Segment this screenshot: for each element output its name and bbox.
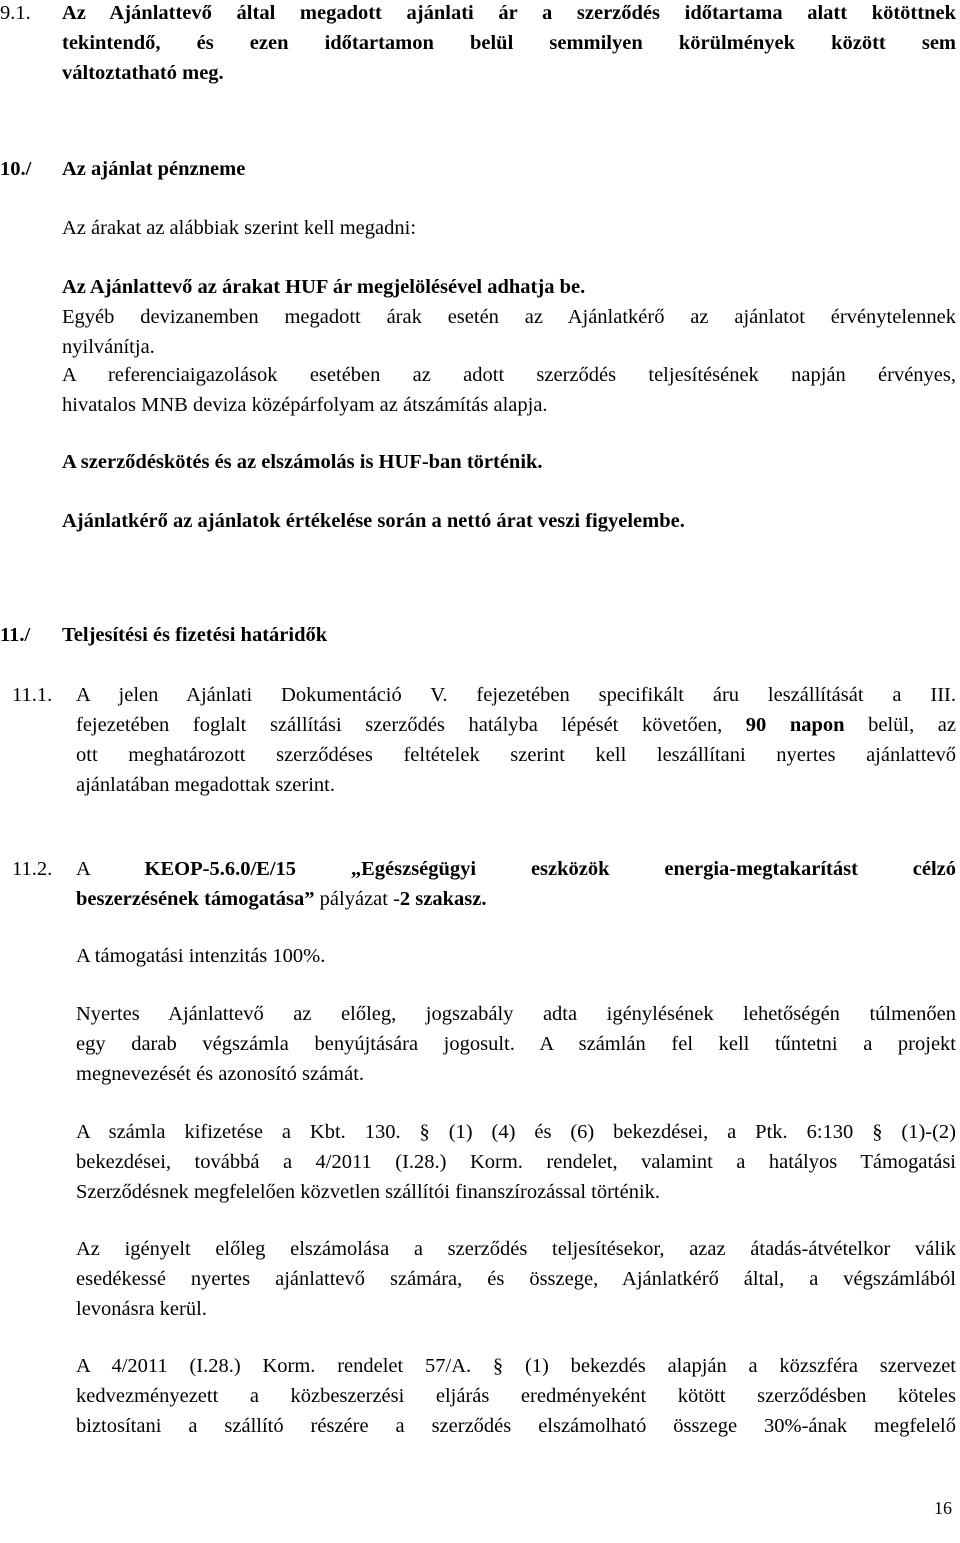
paragraph xyxy=(76,999,956,1089)
text-line: levonásra kerül. xyxy=(76,1298,207,1320)
text-line: Az Ajánlattevő által megadott ajánlati ár a szerződés időtartama alatt kötöttnek xyxy=(62,2,956,24)
section-11-2 xyxy=(12,854,956,914)
text-line: beszerzésének támogatása” pályázat -2 szakasz. xyxy=(76,888,487,910)
paragraph: Az Ajánlattevő az árakat HUF ár megjelölésével adhatja be. xyxy=(62,276,586,298)
text-line: egy darab végszámla benyújtására jogosult. A számlán fel kell tűntetni a projekt xyxy=(76,1033,956,1055)
text-line: ott meghatározott szerződéses feltételek szerint kell leszállítani nyertes ajánlattevő xyxy=(76,744,956,766)
text-line: hivatalos MNB deviza középárfolyam az átszámítás alapja. xyxy=(62,394,548,416)
text-line: fejezetében foglalt szállítási szerződés hatályba lépését követően, 90 napon belül, az xyxy=(76,714,956,736)
section-number: 11./ xyxy=(0,624,31,646)
text-line: kedvezményezett a közbeszerzési eljárás eredményeként kötött szerződésben köteles xyxy=(76,1385,956,1407)
text-line: Nyertes Ajánlattevő az előleg, jogszabály adta igénylésének lehetőségén túlmenően xyxy=(76,1003,956,1025)
text-line: A jelen Ajánlati Dokumentáció V. fejezetében specifikált áru leszállítását a III. xyxy=(76,684,956,706)
text-line: A referenciaigazolások esetében az adott szerződés teljesítésének napján érvényes, xyxy=(62,364,956,386)
section-title: Teljesítési és fizetési határidők xyxy=(62,624,328,646)
section-number: 11.2. xyxy=(12,858,53,880)
text-line: A számla kifizetése a Kbt. 130. § (1) (4) és (6) bekezdései, a Ptk. 6:130 § (1)-(2) xyxy=(76,1121,956,1143)
text-line: változtatható meg. xyxy=(62,62,224,84)
text-line: tekintendő, és ezen időtartamon belül semmilyen körülmények között sem xyxy=(62,32,956,54)
paragraph xyxy=(62,302,956,362)
text-line: ajánlatában megadottak szerint. xyxy=(76,774,335,796)
section-9-1 xyxy=(0,0,956,88)
text-line: Szerződésnek megfelelően közvetlen szállítói finanszírozással történik. xyxy=(76,1181,661,1203)
text-line: bekezdései, továbbá a 4/2011 (I.28.) Korm. rendelet, valamint a hatályos Támogatási xyxy=(76,1151,956,1173)
section-10-heading xyxy=(0,154,956,184)
paragraph: A szerződéskötés és az elszámolás is HUF-ban történik. xyxy=(62,451,543,473)
paragraph: A támogatási intenzitás 100%. xyxy=(76,945,326,967)
section-11-heading xyxy=(0,620,956,650)
text-line: esedékessé nyertes ajánlattevő számára, és összege, Ajánlatkérő által, a végszámlából xyxy=(76,1268,956,1290)
page-number: 16 xyxy=(934,1498,952,1518)
text-line: A KEOP-5.6.0/E/15 „Egészségügyi eszközök energia-megtakarítást célzó xyxy=(76,858,956,880)
paragraph xyxy=(76,1234,956,1324)
section-number: 10./ xyxy=(0,158,32,180)
text-line: biztosítani a szállító részére a szerződés elszámolható összege 30%-ának megfelelő xyxy=(76,1415,956,1437)
paragraph xyxy=(62,360,956,420)
paragraph xyxy=(76,1117,956,1207)
section-title: Az ajánlat pénzneme xyxy=(62,158,246,180)
paragraph: Ajánlatkérő az ajánlatok értékelése során a nettó árat veszi figyelembe. xyxy=(62,510,685,532)
section-number: 11.1. xyxy=(12,684,53,706)
text-line: nyilvánítja. xyxy=(62,336,155,358)
paragraph xyxy=(76,1351,956,1441)
text-line: megnevezését és azonosító számát. xyxy=(76,1063,365,1085)
text-line: Egyéb devizanemben megadott árak esetén az Ajánlatkérő az ajánlatot érvénytelennek xyxy=(62,306,956,328)
text-line: A 4/2011 (I.28.) Korm. rendelet 57/A. § (1) bekezdés alapján a közszféra szervezet xyxy=(76,1355,956,1377)
section-11-1 xyxy=(12,680,956,800)
section-number: 9.1. xyxy=(0,2,31,24)
paragraph: Az árakat az alábbiak szerint kell megadni: xyxy=(62,217,417,239)
text-line: Az igényelt előleg elszámolása a szerződés teljesítésekor, azaz átadás-átvételkor válik xyxy=(76,1238,956,1260)
